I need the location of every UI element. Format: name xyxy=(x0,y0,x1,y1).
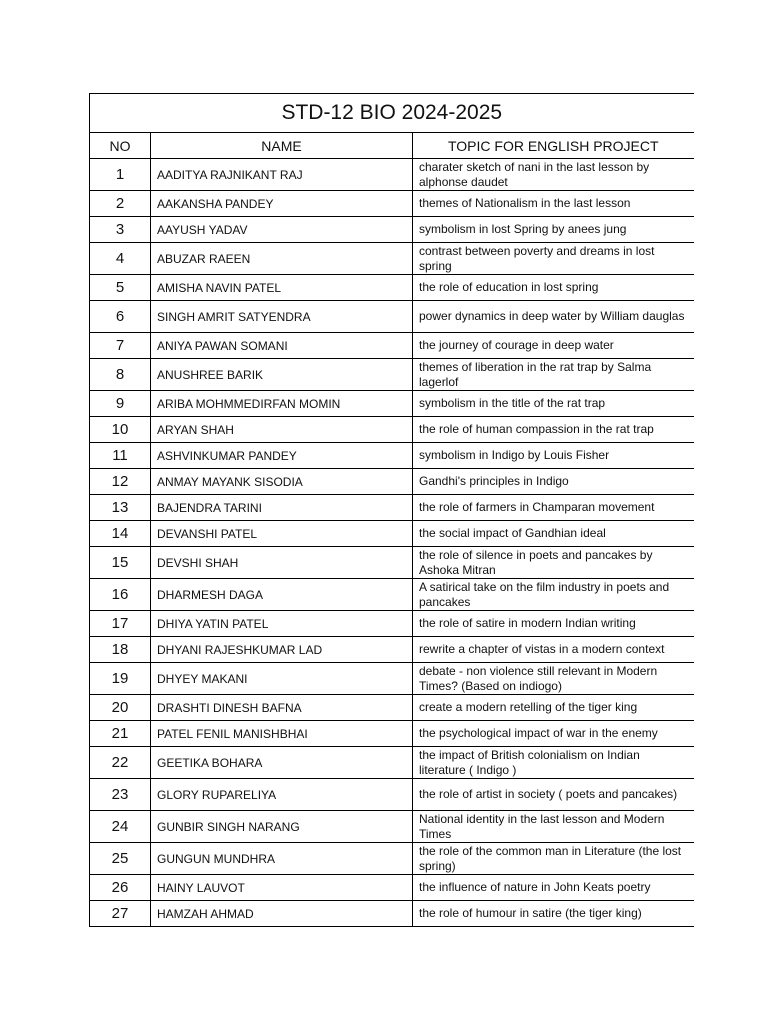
table-row xyxy=(90,159,694,191)
project-topic: themes of liberation in the rat trap by Salma lagerlof xyxy=(413,359,694,391)
project-topic: symbolism in Indigo by Louis Fisher xyxy=(413,443,694,469)
project-topic: power dynamics in deep water by William dauglas xyxy=(413,301,694,333)
row-number: 20 xyxy=(90,695,151,721)
project-topic: the role of silence in poets and pancakes by Ashoka Mitran xyxy=(413,547,694,579)
project-topic: Gandhi's principles in Indigo xyxy=(413,469,694,495)
row-number: 1 xyxy=(90,159,151,191)
row-number: 17 xyxy=(90,611,151,637)
project-topic: the role of farmers in Champaran movement xyxy=(413,495,694,521)
project-topic: the impact of British colonialism on Indian literature ( Indigo ) xyxy=(413,747,694,779)
row-number: 3 xyxy=(90,217,151,243)
table-row xyxy=(90,495,694,521)
project-topic: the psychological impact of war in the enemy xyxy=(413,721,694,747)
row-number: 6 xyxy=(90,301,151,333)
row-number: 18 xyxy=(90,637,151,663)
project-topic: rewrite a chapter of vistas in a modern context xyxy=(413,637,694,663)
project-topic: the social impact of Gandhian ideal xyxy=(413,521,694,547)
table-row xyxy=(90,301,694,333)
table-row xyxy=(90,275,694,301)
table-row xyxy=(90,243,694,275)
header-name: NAME xyxy=(151,133,413,159)
table-row xyxy=(90,721,694,747)
row-number: 8 xyxy=(90,359,151,391)
project-topic: the influence of nature in John Keats poetry xyxy=(413,875,694,901)
student-name: AAKANSHA PANDEY xyxy=(151,191,413,217)
table-body xyxy=(90,159,694,927)
student-name: GUNBIR SINGH NARANG xyxy=(151,811,413,843)
row-number: 16 xyxy=(90,579,151,611)
row-number: 14 xyxy=(90,521,151,547)
student-name: DHYEY MAKANI xyxy=(151,663,413,695)
student-name: DEVANSHI PATEL xyxy=(151,521,413,547)
student-name: GUNGUN MUNDHRA xyxy=(151,843,413,875)
project-topic: contrast between poverty and dreams in lost spring xyxy=(413,243,694,275)
student-name: DHIYA YATIN PATEL xyxy=(151,611,413,637)
table-row xyxy=(90,875,694,901)
project-topic: themes of Nationalism in the last lesson xyxy=(413,191,694,217)
table-row xyxy=(90,779,694,811)
table-row xyxy=(90,391,694,417)
row-number: 23 xyxy=(90,779,151,811)
row-number: 13 xyxy=(90,495,151,521)
project-topic: the role of education in lost spring xyxy=(413,275,694,301)
row-number: 4 xyxy=(90,243,151,275)
row-number: 9 xyxy=(90,391,151,417)
student-name: SINGH AMRIT SATYENDRA xyxy=(151,301,413,333)
student-name: AAYUSH YADAV xyxy=(151,217,413,243)
student-name: ARYAN SHAH xyxy=(151,417,413,443)
student-name: ANMAY MAYANK SISODIA xyxy=(151,469,413,495)
row-number: 19 xyxy=(90,663,151,695)
table-row xyxy=(90,217,694,243)
table-row xyxy=(90,663,694,695)
row-number: 26 xyxy=(90,875,151,901)
project-topic: National identity in the last lesson and Modern Times xyxy=(413,811,694,843)
table-row xyxy=(90,747,694,779)
row-number: 15 xyxy=(90,547,151,579)
table-row xyxy=(90,359,694,391)
project-topic: the role of artist in society ( poets and pancakes) xyxy=(413,779,694,811)
student-name: ANUSHREE BARIK xyxy=(151,359,413,391)
table-row xyxy=(90,547,694,579)
student-name: ASHVINKUMAR PANDEY xyxy=(151,443,413,469)
student-name: DRASHTI DINESH BAFNA xyxy=(151,695,413,721)
row-number: 27 xyxy=(90,901,151,927)
project-topic: the role of humour in satire (the tiger king) xyxy=(413,901,694,927)
student-name: DHARMESH DAGA xyxy=(151,579,413,611)
student-name: DEVSHI SHAH xyxy=(151,547,413,579)
row-number: 7 xyxy=(90,333,151,359)
table-row xyxy=(90,333,694,359)
student-name: GEETIKA BOHARA xyxy=(151,747,413,779)
project-topic: create a modern retelling of the tiger king xyxy=(413,695,694,721)
project-topic: the role of human compassion in the rat trap xyxy=(413,417,694,443)
table-row xyxy=(90,191,694,217)
student-name: BAJENDRA TARINI xyxy=(151,495,413,521)
row-number: 22 xyxy=(90,747,151,779)
row-number: 10 xyxy=(90,417,151,443)
project-topic: charater sketch of nani in the last lesson by alphonse daudet xyxy=(413,159,694,191)
row-number: 5 xyxy=(90,275,151,301)
header-no: NO xyxy=(90,133,151,159)
row-number: 12 xyxy=(90,469,151,495)
student-name: DHYANI RAJESHKUMAR LAD xyxy=(151,637,413,663)
student-name: HAINY LAUVOT xyxy=(151,875,413,901)
project-table xyxy=(89,93,694,927)
row-number: 24 xyxy=(90,811,151,843)
table-row xyxy=(90,417,694,443)
table-row xyxy=(90,811,694,843)
table-row xyxy=(90,843,694,875)
student-name: ARIBA MOHMMEDIRFAN MOMIN xyxy=(151,391,413,417)
sheet-title: STD-12 BIO 2024-2025 xyxy=(90,94,694,133)
project-topic: A satirical take on the film industry in poets and pancakes xyxy=(413,579,694,611)
row-number: 2 xyxy=(90,191,151,217)
table-row xyxy=(90,637,694,663)
project-topic: the role of the common man in Literature (the lost spring) xyxy=(413,843,694,875)
table-row xyxy=(90,611,694,637)
row-number: 25 xyxy=(90,843,151,875)
project-topic: symbolism in the title of the rat trap xyxy=(413,391,694,417)
row-number: 21 xyxy=(90,721,151,747)
table-row xyxy=(90,521,694,547)
header-topic: TOPIC FOR ENGLISH PROJECT xyxy=(413,133,694,159)
project-topic: the role of satire in modern Indian writing xyxy=(413,611,694,637)
student-name: AADITYA RAJNIKANT RAJ xyxy=(151,159,413,191)
table-row xyxy=(90,901,694,927)
project-topic: debate - non violence still relevant in Modern Times? (Based on indiogo) xyxy=(413,663,694,695)
student-name: ABUZAR RAEEN xyxy=(151,243,413,275)
student-name: HAMZAH AHMAD xyxy=(151,901,413,927)
student-name: PATEL FENIL MANISHBHAI xyxy=(151,721,413,747)
table-row xyxy=(90,443,694,469)
student-name: ANIYA PAWAN SOMANI xyxy=(151,333,413,359)
row-number: 11 xyxy=(90,443,151,469)
project-topic: the journey of courage in deep water xyxy=(413,333,694,359)
student-name: GLORY RUPARELIYA xyxy=(151,779,413,811)
student-name: AMISHA NAVIN PATEL xyxy=(151,275,413,301)
table-row xyxy=(90,469,694,495)
table-row xyxy=(90,579,694,611)
table-row xyxy=(90,695,694,721)
project-topic: symbolism in lost Spring by anees jung xyxy=(413,217,694,243)
